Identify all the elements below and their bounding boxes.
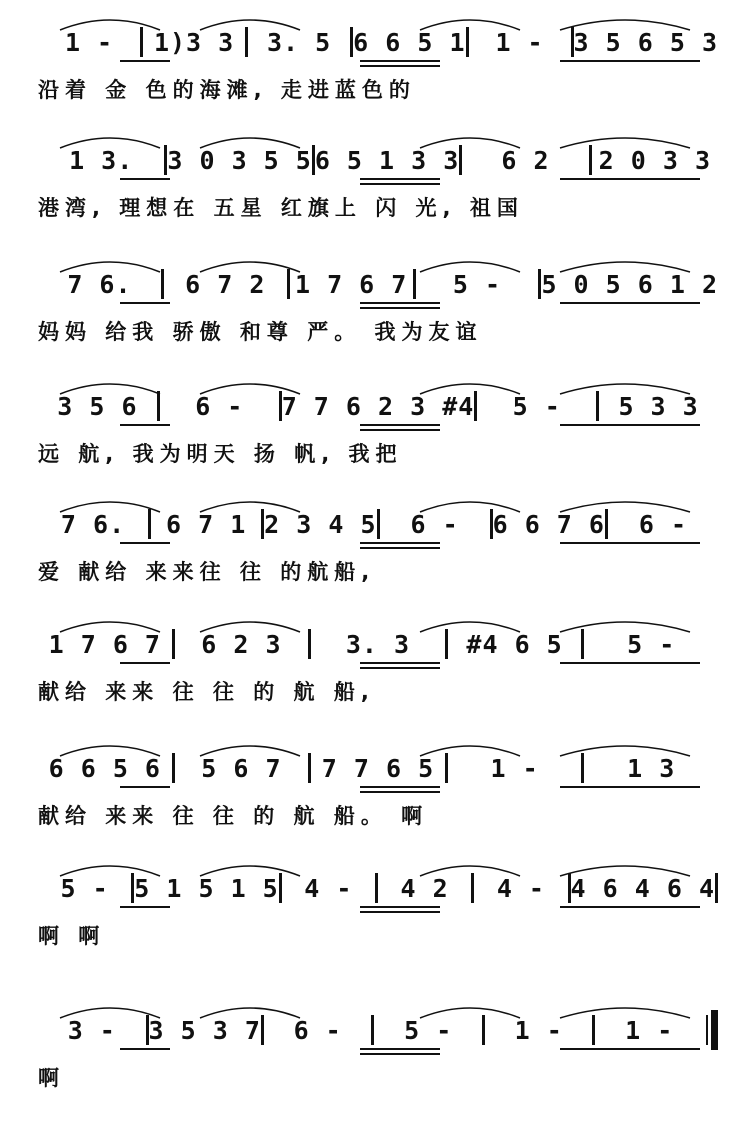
measure: 7 7 6 5 — [321, 753, 435, 783]
measure: 6 6 5 6 — [48, 753, 161, 783]
note-row — [38, 868, 718, 908]
score-system — [0, 1010, 750, 1120]
beam-underline — [120, 302, 170, 304]
measure: 7 6. — [60, 509, 126, 539]
score-system — [0, 748, 750, 858]
measure: 1)3 3 — [153, 27, 235, 57]
lyrics-line: 啊 啊 — [38, 924, 106, 948]
measure: 1 - — [495, 27, 544, 57]
beam-underline — [360, 542, 440, 549]
measure: 2 0 3 3 — [598, 145, 712, 175]
measure: 1 - — [64, 27, 114, 57]
lyrics-line: 啊 — [38, 1066, 65, 1090]
beam-underline — [120, 906, 170, 908]
note-row — [38, 504, 718, 544]
measure: 7 6. — [67, 269, 132, 299]
measure: 4 - — [304, 873, 353, 903]
measure: 6 - — [410, 509, 459, 539]
score-system — [0, 22, 750, 132]
beam-underline — [120, 786, 170, 788]
beam-underline — [360, 786, 440, 793]
lyrics-line: 港湾, 理想在 五星 红旗上 闪 光, 祖国 — [38, 196, 524, 220]
beam-underline — [560, 424, 700, 426]
measure: 5 0 5 6 1 2 — [541, 269, 719, 299]
score-system — [0, 264, 750, 374]
measure: 3 5 6 5 3 — [573, 27, 719, 57]
score-system — [0, 386, 750, 496]
measure: 4 6 4 6 4 — [570, 873, 715, 903]
beam-underline — [560, 60, 700, 62]
beam-underline — [560, 1048, 700, 1050]
measure: 5 - — [452, 269, 502, 299]
measure: 6 2 3 — [201, 629, 282, 659]
measure: 1 - — [625, 1015, 674, 1045]
beam-underline — [360, 424, 440, 431]
measure: 5 - — [512, 391, 561, 421]
lyrics-line: 妈妈 给我 骄傲 和尊 严。 我为友谊 — [38, 320, 483, 344]
note-row — [38, 1010, 718, 1050]
beam-underline — [560, 906, 700, 908]
lyrics-line: 献给 来来 往 往 的 航 船。 啊 — [38, 804, 429, 828]
barline — [706, 1015, 708, 1045]
lyrics-line: 爱 献给 来来往 往 的航船, — [38, 560, 376, 584]
beam-underline — [120, 662, 170, 664]
measure: 6 - — [638, 509, 688, 539]
lyrics-line: 远 航, 我为明天 扬 帆, 我把 — [38, 442, 403, 466]
note-row — [38, 748, 718, 788]
measure: 5 6 7 — [201, 753, 282, 783]
measure: 3 5 3 7 — [148, 1015, 261, 1045]
measure: 1 7 6 7 — [48, 629, 161, 659]
note-row — [38, 624, 718, 664]
beam-underline — [360, 662, 440, 669]
score-system — [0, 624, 750, 734]
measure: 6 6 5 1 — [353, 27, 466, 57]
measure: 7 7 6 2 3 #4 — [281, 391, 475, 421]
beam-underline — [120, 424, 170, 426]
beam-underline — [120, 542, 170, 544]
measure: 5 - — [60, 873, 109, 903]
measure: 1 7 6 7 — [294, 269, 408, 299]
measure: 1 3. — [69, 145, 134, 175]
measure: 6 2 — [501, 145, 550, 175]
measure: 3 5 6 — [57, 391, 138, 421]
score-system — [0, 140, 750, 250]
note-row — [38, 22, 718, 62]
beam-underline — [120, 60, 170, 62]
score-system — [0, 504, 750, 614]
measure: 3 0 3 5 5 — [167, 145, 312, 175]
measure: 2 3 4 5 — [264, 509, 377, 539]
note-row — [38, 386, 718, 426]
measure: 1 3 — [627, 753, 676, 783]
score-system — [0, 868, 750, 978]
lyrics-line: 献给 来来 往 往 的 航 船, — [38, 680, 375, 704]
beam-underline — [360, 906, 440, 913]
beam-underline — [120, 1048, 170, 1050]
measure: 5 - — [404, 1015, 453, 1045]
measure: 6 6 7 6 — [492, 509, 605, 539]
measure: 5 - — [627, 629, 676, 659]
beam-underline — [360, 60, 440, 67]
measure: 3 - — [67, 1015, 116, 1045]
final-barline — [711, 1010, 718, 1050]
measure: 3. 5 — [267, 27, 332, 57]
measure: 1 - — [514, 1015, 563, 1045]
beam-underline — [560, 302, 700, 304]
measure: 3. 3 — [345, 629, 411, 659]
measure: 5 3 3 — [618, 391, 699, 421]
beam-underline — [560, 786, 700, 788]
measure: 6 7 2 — [185, 269, 266, 299]
measure: 6 7 1 — [165, 509, 247, 539]
beam-underline — [560, 178, 700, 180]
beam-underline — [360, 178, 440, 185]
measure: 1 - — [490, 753, 539, 783]
lyrics-line: 沿着 金 色的海滩, 走进蓝色的 — [38, 78, 416, 102]
note-row — [38, 264, 718, 304]
beam-underline — [560, 662, 700, 664]
measure: 4 - — [496, 873, 545, 903]
beam-underline — [560, 542, 700, 544]
barline — [715, 873, 718, 903]
measure: 6 - — [293, 1015, 342, 1045]
measure: 5 1 5 1 5 — [134, 873, 279, 903]
note-row — [38, 140, 718, 180]
measure: 4 2 — [400, 873, 449, 903]
beam-underline — [360, 1048, 440, 1055]
beam-underline — [120, 178, 170, 180]
measure: #4 6 5 — [466, 629, 563, 659]
beam-underline — [360, 302, 440, 309]
measure: 6 - — [195, 391, 244, 421]
measure: 6 5 1 3 3 — [314, 145, 460, 175]
